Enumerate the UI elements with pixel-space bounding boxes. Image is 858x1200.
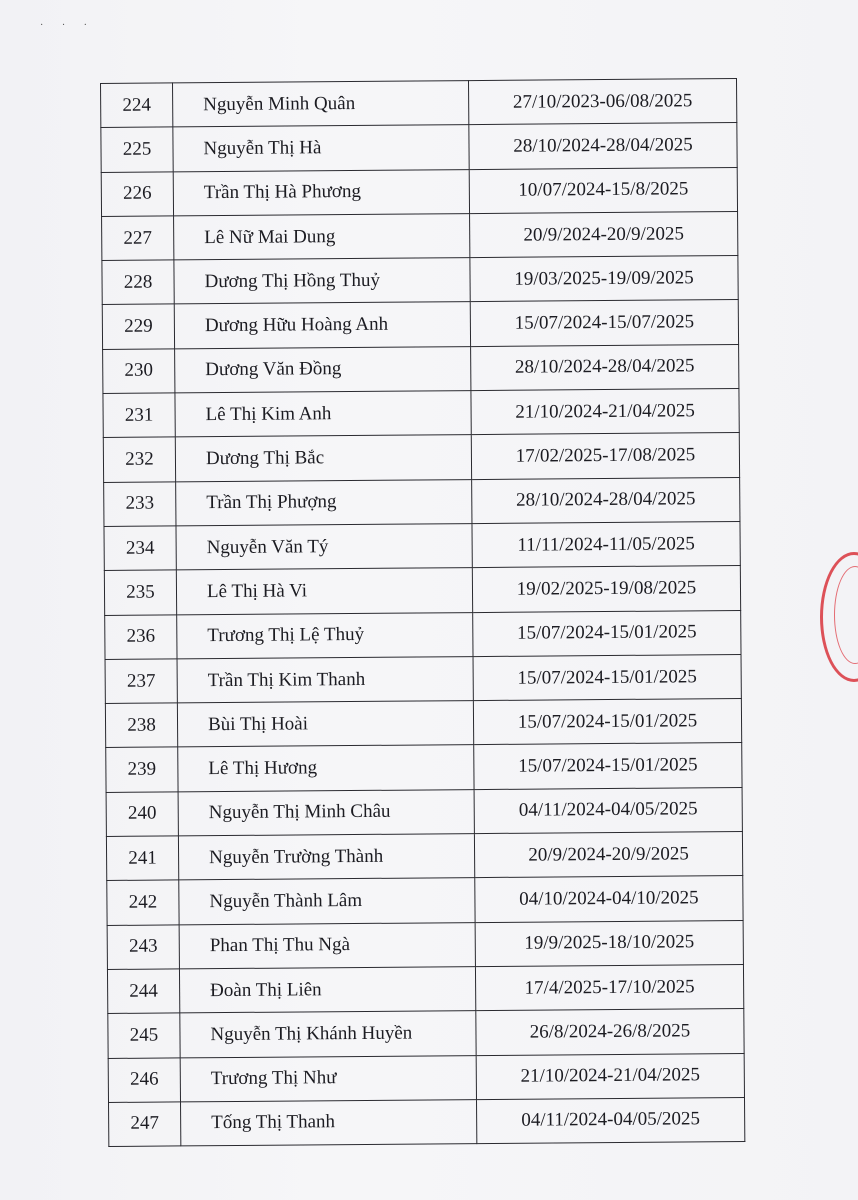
full-name-cell: Lê Thị Hà Vi [176, 568, 472, 615]
full-name-cell: Trương Thị Như [180, 1055, 476, 1102]
date-range-cell: 20/9/2024-20/9/2025 [474, 832, 742, 878]
date-range-cell: 11/11/2024-11/05/2025 [472, 521, 740, 567]
full-name-cell: Nguyễn Thành Lâm [179, 878, 475, 925]
date-range-cell: 21/10/2024-21/04/2025 [471, 389, 739, 435]
row-number-cell: 234 [104, 526, 176, 571]
date-range-cell: 15/07/2024-15/01/2025 [474, 743, 742, 789]
row-number-cell: 228 [102, 260, 174, 305]
row-number-cell: 247 [109, 1102, 181, 1147]
date-range-cell: 10/07/2024-15/8/2025 [469, 167, 737, 213]
table-row [101, 79, 737, 128]
date-range-cell: 04/11/2024-04/05/2025 [476, 1097, 744, 1143]
full-name-cell: Nguyễn Minh Quân [173, 81, 469, 128]
full-name-cell: Lê Thị Kim Anh [175, 391, 471, 438]
row-number-cell: 244 [107, 969, 179, 1014]
table-row [102, 256, 738, 305]
table-body [101, 79, 745, 1147]
row-number-cell: 232 [103, 437, 175, 482]
date-range-cell: 04/11/2024-04/05/2025 [474, 787, 742, 833]
table-row [103, 389, 739, 438]
date-range-cell: 19/9/2025-18/10/2025 [475, 920, 743, 966]
table-row [106, 743, 742, 792]
table-row [102, 300, 738, 349]
row-number-cell: 225 [101, 127, 173, 172]
row-number-cell: 224 [101, 83, 173, 128]
full-name-cell: Trần Thị Phượng [176, 479, 472, 526]
staff-table [100, 78, 745, 1147]
date-range-cell: 19/03/2025-19/09/2025 [470, 256, 738, 302]
table-row [107, 920, 743, 969]
table-row [108, 1009, 744, 1058]
table-row [102, 211, 738, 260]
date-range-cell: 28/10/2024-28/04/2025 [472, 477, 740, 523]
table-row [103, 344, 739, 393]
full-name-cell: Dương Hữu Hoàng Anh [174, 302, 470, 349]
row-number-cell: 235 [104, 570, 176, 615]
full-name-cell: Nguyễn Thị Hà [173, 125, 469, 172]
date-range-cell: 20/9/2024-20/9/2025 [470, 211, 738, 257]
row-number-cell: 241 [106, 836, 178, 881]
date-range-cell: 28/10/2024-28/04/2025 [469, 123, 737, 169]
date-range-cell: 28/10/2024-28/04/2025 [471, 344, 739, 390]
row-number-cell: 237 [105, 659, 177, 704]
table-row [107, 964, 743, 1013]
row-number-cell: 227 [102, 216, 174, 261]
date-range-cell: 17/02/2025-17/08/2025 [471, 433, 739, 479]
row-number-cell: 233 [104, 482, 176, 527]
date-range-cell: 15/07/2024-15/01/2025 [473, 699, 741, 745]
scan-marks: · · · [40, 20, 95, 31]
full-name-cell: Đoàn Thị Liên [179, 967, 475, 1014]
row-number-cell: 231 [103, 393, 175, 438]
date-range-cell: 19/02/2025-19/08/2025 [472, 566, 740, 612]
full-name-cell: Trần Thị Kim Thanh [177, 656, 473, 703]
date-range-cell: 15/07/2024-15/01/2025 [473, 610, 741, 656]
full-name-cell: Nguyễn Thị Khánh Huyền [180, 1011, 476, 1058]
full-name-cell: Lê Nữ Mai Dung [174, 213, 470, 260]
table-row [101, 123, 737, 172]
table-row [104, 521, 740, 570]
date-range-cell: 26/8/2024-26/8/2025 [476, 1009, 744, 1055]
date-range-cell: 15/07/2024-15/01/2025 [473, 654, 741, 700]
row-number-cell: 226 [101, 172, 173, 217]
table-row [105, 654, 741, 703]
full-name-cell: Nguyễn Thị Minh Châu [178, 789, 474, 836]
full-name-cell: Nguyễn Văn Tý [176, 524, 472, 571]
table-row [104, 477, 740, 526]
row-number-cell: 238 [105, 703, 177, 748]
row-number-cell: 245 [108, 1013, 180, 1058]
date-range-cell: 21/10/2024-21/04/2025 [476, 1053, 744, 1099]
table-row [104, 566, 740, 615]
row-number-cell: 230 [103, 349, 175, 394]
full-name-cell: Trương Thị Lệ Thuỷ [177, 612, 473, 659]
full-name-cell: Lê Thị Hương [178, 745, 474, 792]
row-number-cell: 246 [108, 1057, 180, 1102]
staff-table-container [100, 78, 744, 1147]
date-range-cell: 15/07/2024-15/07/2025 [470, 300, 738, 346]
row-number-cell: 240 [106, 792, 178, 837]
date-range-cell: 27/10/2023-06/08/2025 [468, 79, 736, 125]
row-number-cell: 236 [105, 614, 177, 659]
full-name-cell: Dương Văn Đồng [175, 346, 471, 393]
full-name-cell: Tống Thị Thanh [181, 1099, 477, 1146]
table-row [106, 787, 742, 836]
table-row [105, 699, 741, 748]
table-row [107, 876, 743, 925]
table-row [105, 610, 741, 659]
table-row [108, 1053, 744, 1102]
full-name-cell: Trần Thị Hà Phương [173, 169, 469, 216]
full-name-cell: Phan Thị Thu Ngà [179, 922, 475, 969]
date-range-cell: 17/4/2025-17/10/2025 [475, 964, 743, 1010]
full-name-cell: Dương Thị Bắc [175, 435, 471, 482]
row-number-cell: 242 [107, 880, 179, 925]
table-row [103, 433, 739, 482]
full-name-cell: Dương Thị Hồng Thuỷ [174, 258, 470, 305]
row-number-cell: 229 [102, 304, 174, 349]
full-name-cell: Bùi Thị Hoài [177, 701, 473, 748]
table-row [109, 1097, 745, 1146]
table-row [106, 832, 742, 881]
row-number-cell: 243 [107, 925, 179, 970]
row-number-cell: 239 [106, 747, 178, 792]
full-name-cell: Nguyễn Trường Thành [178, 834, 474, 881]
table-row [101, 167, 737, 216]
date-range-cell: 04/10/2024-04/10/2025 [475, 876, 743, 922]
